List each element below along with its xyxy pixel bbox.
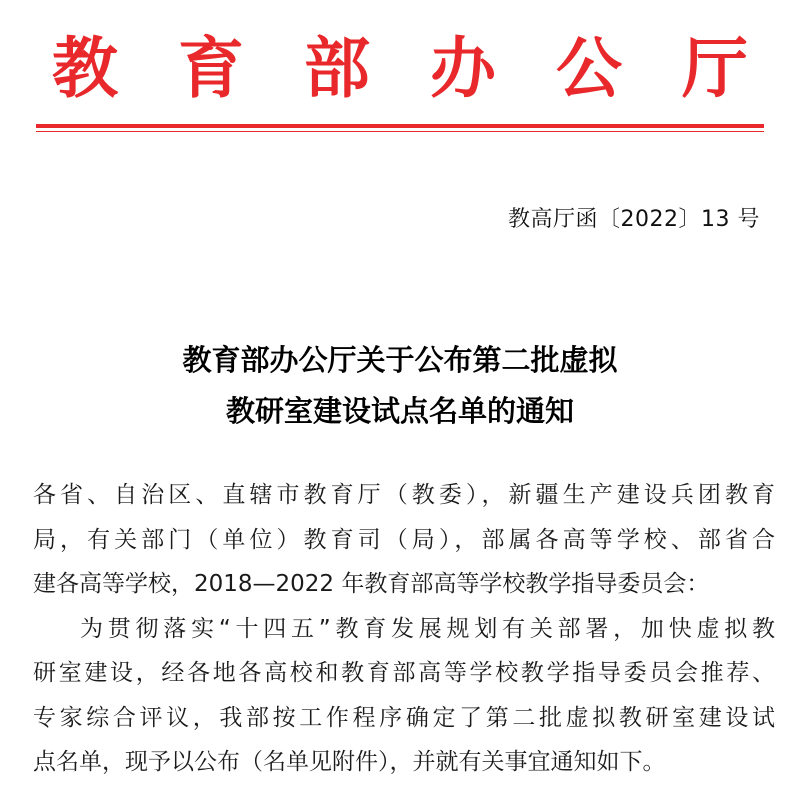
document-number: 教高厅函〔2022〕13 号 — [508, 207, 760, 232]
paragraph-line: 为贯彻落实“十四五”教育发展规划有关部署，加快虚拟教 — [80, 615, 775, 642]
paragraph-line: 研室建设，经各地各高校和教育部高等学校教学指导委员会推荐、 — [33, 660, 775, 686]
letterhead-char: 办 — [430, 29, 496, 107]
letterhead-rule-thick — [36, 124, 764, 128]
letterhead-rule-thin — [36, 131, 764, 132]
agency-letterhead — [30, 28, 770, 108]
letterhead-char: 厅 — [682, 29, 748, 107]
document-title — [0, 335, 800, 437]
letterhead-char: 部 — [304, 29, 370, 107]
letterhead-char: 公 — [556, 29, 622, 107]
letterhead-char: 育 — [178, 29, 244, 107]
addressee-line: 各省、自治区、直辖市教育厅（教委），新疆生产建设兵团教育 — [33, 482, 775, 508]
addressee-line: 建各高等学校，2018—2022 年教育部高等学校教学指导委员会： — [33, 571, 710, 597]
title-line: 教育部办公厅关于公布第二批虚拟 — [182, 343, 618, 377]
paragraph-line: 专家综合评议，我部按工作程序确定了第二批虚拟教研室建设试 — [33, 704, 775, 731]
document-body — [33, 473, 775, 785]
title-line: 教研室建设试点名单的通知 — [225, 394, 574, 428]
letterhead-char: 教 — [52, 29, 118, 107]
addressee-line: 局，有关部门（单位）教育司（局），部属各高等学校、部省合 — [33, 526, 775, 553]
paragraph-line: 点名单，现予以公布（名单见附件），并就有关事宜通知如下。 — [33, 749, 666, 775]
